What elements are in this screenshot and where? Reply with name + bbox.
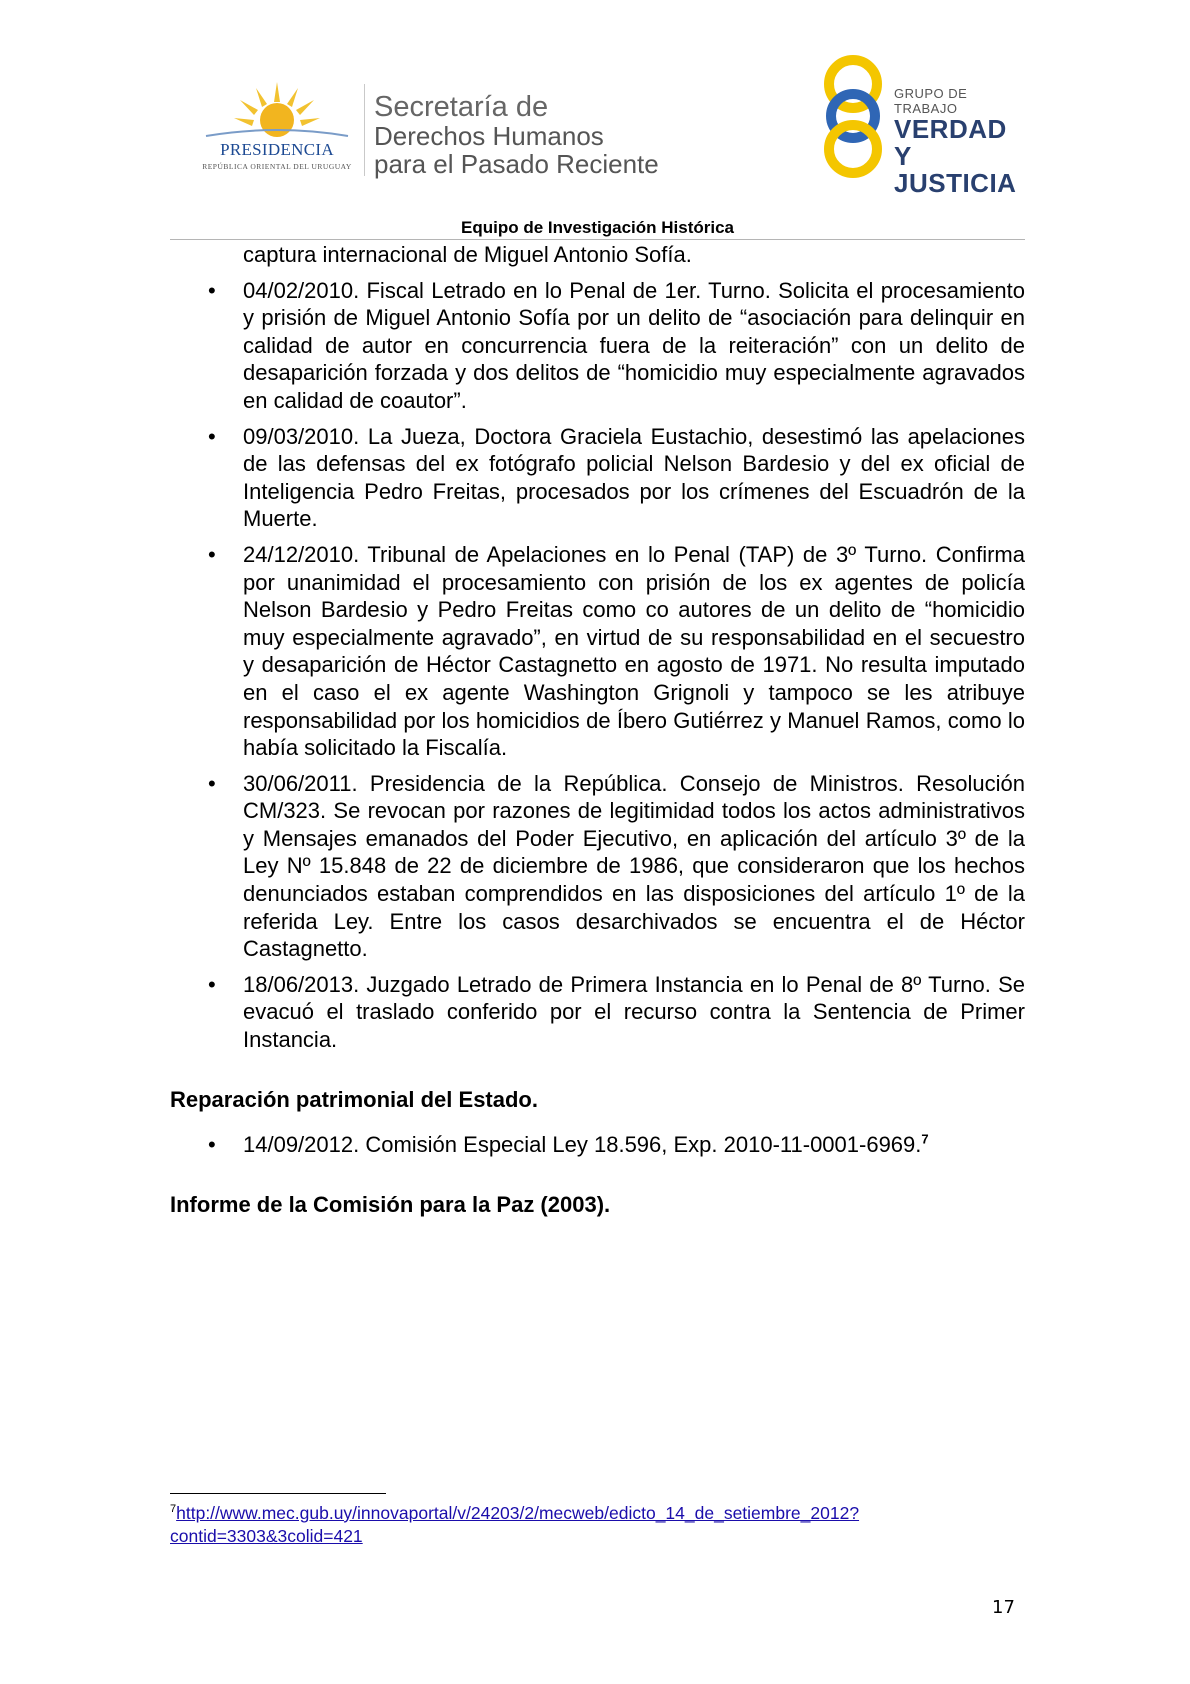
- bullet-icon: •: [208, 971, 216, 997]
- footnote: [170, 1502, 1025, 1548]
- list-item-text: 14/09/2012. Comisión Especial Ley 18.596, Exp. 2010-11-0001-6969.: [243, 1132, 922, 1158]
- verdad-justicia-text: [894, 86, 1028, 197]
- bullet-icon: •: [208, 277, 216, 303]
- bullet-icon: •: [208, 1132, 216, 1158]
- secretaria-line-1: Secretaría de: [374, 91, 549, 123]
- footnote-number: 7: [170, 1503, 177, 1516]
- team-title: Equipo de Investigación Histórica: [461, 218, 734, 237]
- footnote-link-line-1[interactable]: http://www.mec.gub.uy/innovaportal/v/24203/2/mecweb/edicto_14_de_setiembre_2012?: [176, 1503, 860, 1523]
- footnote-link-line-2[interactable]: contid=3303&3colid=421: [170, 1526, 363, 1546]
- presidencia-subtitle: REPÚBLICA ORIENTAL DEL URUGUAY: [202, 162, 352, 171]
- bullet-icon: •: [208, 541, 216, 567]
- list-item-text: 04/02/2010. Fiscal Letrado en lo Penal de 1er. Turno. Solicita el procesamiento y prisión de Miguel Antonio Sofía por un delito de “asociación para delinquir en calidad de autor en concurrencia fuera de la reiteración” con un delito de desaparición forzada y dos delitos de “homicidio muy especialmente agravados en calidad de coautor”.: [243, 277, 1025, 413]
- continuation-text: captura internacional de Miguel Antonio Sofía.: [243, 242, 692, 267]
- list-item: [170, 277, 1025, 415]
- grupo-line-3: JUSTICIA: [894, 168, 1017, 198]
- secretaria-logo-text: [374, 92, 659, 178]
- page-number: 17: [992, 1597, 1015, 1618]
- list-item-text: 24/12/2010. Tribunal de Apelaciones en lo Penal (TAP) de 3º Turno. Confirma por unanimidad el procesamiento con prisión de los ex agentes de policía Nelson Bardesio y Pedro Freitas como co autores de un delito de “homicidio muy especialmente agravado”, en virtud de su responsabilidad en el secuestro y desaparición de Héctor Castagnetto en agosto de 1971. No resulta imputado en el caso el ex agente Washington Grignoli y tampoco se les atribuye responsabilidad por los homicidios de Íbero Gutiérrez y Manuel Ramos, como lo había solicitado la Fiscalía.: [243, 541, 1025, 761]
- list-item: [170, 1131, 1025, 1159]
- footnote-ref[interactable]: 7: [921, 1131, 929, 1147]
- list-item: [170, 541, 1025, 762]
- presidencia-logo: [196, 80, 358, 180]
- presidencia-name: PRESIDENCIA: [220, 140, 334, 159]
- footnote-rule: [170, 1493, 386, 1494]
- secretaria-line-2: Derechos Humanos: [374, 121, 604, 151]
- header-rule: [170, 239, 1025, 240]
- logo-divider: [364, 84, 365, 176]
- bullet-icon: •: [208, 423, 216, 449]
- list-item: [170, 770, 1025, 963]
- verdad-justicia-logo: [818, 52, 1028, 198]
- rings-icon: [818, 52, 888, 182]
- grupo-line-2: VERDAD Y: [894, 114, 1007, 171]
- list-item-text: 30/06/2011. Presidencia de la República. Consejo de Ministros. Resolución CM/323. Se revocan por razones de legitimidad todos los actos administrativos y Mensajes emanados del Poder Ejecutivo, en aplicación del artículo 3º de la Ley Nº 15.848 de 22 de diciembre de 1986, que consideraron que los hechos denunciados estaban comprendidos en las disposiciones del artículo 1º de la referida Ley. Entre los casos desarchivados se encuentra el de Héctor Castagnetto.: [243, 770, 1025, 962]
- section-title-reparacion: Reparación patrimonial del Estado.: [170, 1086, 538, 1112]
- grupo-line-1: GRUPO DE TRABAJO: [894, 86, 968, 116]
- bullet-icon: •: [208, 770, 216, 796]
- list-item-text: 09/03/2010. La Jueza, Doctora Graciela Eustachio, desestimó las apelaciones de las defensas del ex fotógrafo policial Nelson Bardesio y del ex oficial de Inteligencia Pedro Freitas, procesados por los crímenes del Escuadrón de la Muerte.: [243, 423, 1025, 532]
- secretaria-line-3: para el Pasado Reciente: [374, 149, 659, 179]
- list-item-text: 18/06/2013. Juzgado Letrado de Primera Instancia en lo Penal de 8º Turno. Se evacuó el traslado conferido por el recurso contra la Sentencia de Primer Instancia.: [243, 971, 1025, 1053]
- list-item: [170, 423, 1025, 533]
- list-item: [170, 971, 1025, 1054]
- sun-icon: [196, 80, 358, 142]
- section-title-informe: Informe de la Comisión para la Paz (2003).: [170, 1191, 611, 1217]
- document-body: [170, 241, 1025, 1218]
